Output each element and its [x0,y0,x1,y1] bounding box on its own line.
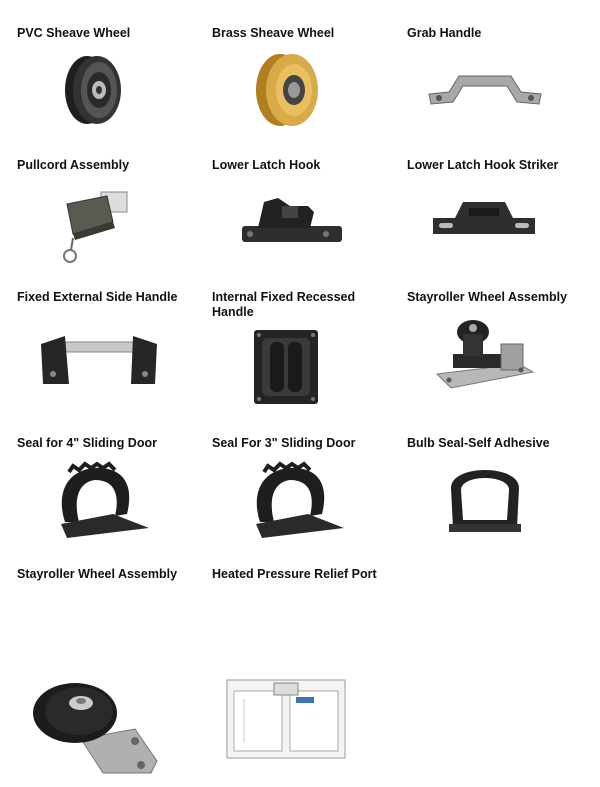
product-label: Fixed External Side Handle [17,290,178,304]
grab-handle-icon [425,70,545,110]
product-label: Internal Fixed Recessed Handle [212,290,356,319]
bulb-seal-icon [445,458,525,538]
seal-4in-icon [53,458,153,544]
pressure-relief-port-icon [226,679,346,759]
recessed-handle-icon [252,328,322,408]
product-label: Stayroller Wheel Assembly [17,567,178,581]
brass-sheave-wheel-icon [248,48,332,132]
product-label: Brass Sheave Wheel [212,26,335,40]
product-label: Seal For 3" Sliding Door [212,436,356,450]
seal-3in-icon [248,458,348,544]
stayroller-wheel-2-icon [31,677,161,777]
product-label: Lower Latch Hook Striker [407,158,559,172]
product-label: PVC Sheave Wheel [17,26,131,40]
pullcord-assembly-icon [57,186,137,266]
lower-latch-hook-icon [238,192,348,252]
product-label: Bulb Seal-Self Adhesive [407,436,550,450]
product-label: Lower Latch Hook [212,158,321,172]
external-side-handle-icon [39,330,159,390]
product-label: Grab Handle [407,26,482,40]
product-label: Pullcord Assembly [17,158,130,172]
pvc-sheave-wheel-icon [57,50,137,130]
product-label: Seal for 4" Sliding Door [17,436,157,450]
stayroller-wheel-icon [433,316,537,396]
product-label: Heated Pressure Relief Port [212,567,377,581]
latch-hook-striker-icon [429,198,539,248]
product-label: Stayroller Wheel Assembly [407,290,568,304]
